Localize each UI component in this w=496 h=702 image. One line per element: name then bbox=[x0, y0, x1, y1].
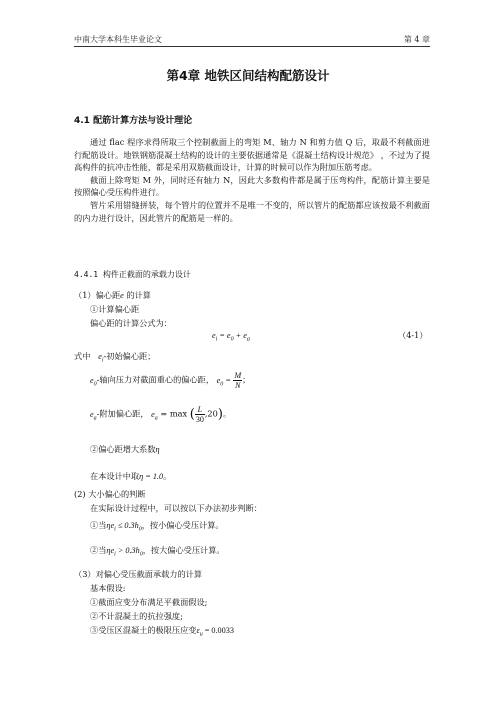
item3-heading: （3）对偏心受压截面承载力的计算 bbox=[74, 569, 203, 579]
equation-4-1: $e_i = e_0 + e_a$ bbox=[212, 331, 250, 343]
chapter-title: 第4章 地铁区间结构配筋设计 bbox=[166, 68, 330, 83]
paragraph-1: 通过 flac 程序求得所取三个控制截面上的弯矩 M、轴力 N 和剪力值 Q 后，取最不利截面进行配筋设计。地铁钢筋混凝土结构的设计的主要依据通常是《混凝土结构设计规范》 ，不过为了提高构件的抗冲击性能，都是采用双筋截面设计，计算的时候可以作为附加压筋考虑。 bbox=[74, 137, 430, 173]
item1-heading: （1）偏心距e 的计算 bbox=[74, 290, 151, 300]
item2-intro: 在实际设计过程中，可以按以下办法初步判断： bbox=[90, 503, 262, 513]
fraction-m-over-n: $\frac{M}{N}$ bbox=[234, 371, 242, 390]
assumptions-title: 基本假设: bbox=[90, 583, 126, 593]
paragraph-3: 管片采用错缝拼装，每个管片的位置并不是唯一不变的，所以管片的配筋都应该按最不利截面的内力进行设计，因此管片的配筋是一样的。 bbox=[74, 199, 430, 223]
eta-heading: ②偏心距增大系数η bbox=[90, 444, 160, 454]
formula-intro: 偏心距的计算公式为： bbox=[90, 318, 172, 328]
assumption-2: ②不计混凝土的抗拉强度; bbox=[90, 611, 183, 621]
header-rule bbox=[74, 46, 430, 47]
equation-label: （4-1） bbox=[398, 330, 428, 340]
body-paragraphs bbox=[74, 136, 430, 224]
assumption-1: ①截面应变分布满足平截面假设; bbox=[90, 597, 208, 607]
item1-step1: ①计算偏心距 bbox=[90, 304, 140, 314]
fraction-l-over-30: $\frac{L}{30}$ bbox=[195, 405, 204, 424]
subsection-title: 4.4.1 构件正截面的承载力设计 bbox=[74, 270, 191, 279]
running-header-right: 第 4 章 bbox=[403, 35, 430, 44]
definition-e0: $e_0-$轴向压力对截面重心的偏心距， $e_0$ = $\frac{M}{N}$ ； bbox=[90, 371, 251, 390]
section-title: 4.1 配筋计算方法与设计理论 bbox=[74, 116, 193, 126]
item2-heading: (2) 大小偏心的判断 bbox=[74, 489, 146, 499]
case-small-eccentric: ①当$\eta e_i \le 0.3h_0$，按小偏心受压计算。 bbox=[90, 520, 224, 533]
definition-ei: 式中 $e_i-$初始偏心距； bbox=[74, 351, 156, 364]
assumption-3: ③受压区混凝土的极限压应变$\varepsilon_u = 0.0033$ bbox=[90, 625, 234, 638]
case-large-eccentric: ②当$\eta e_i > 0.3h_0$，按大偏心受压计算。 bbox=[90, 545, 225, 558]
definition-ea: $e_a-$附加偏心距， $e_a = \max$ ( $\frac{L}{30}$ ,20)。 bbox=[90, 405, 232, 424]
running-header-left: 中南大学本科生毕业论文 bbox=[74, 35, 162, 44]
eta-design-value: 在本设计中取η = 1.0。 bbox=[90, 471, 172, 481]
paragraph-2: 截面上除弯矩 M 外，同时还有轴力 N，因此大多数构件都是属于压弯构件，配筋计算主要是按照偏心受压构件进行。 bbox=[74, 174, 430, 198]
